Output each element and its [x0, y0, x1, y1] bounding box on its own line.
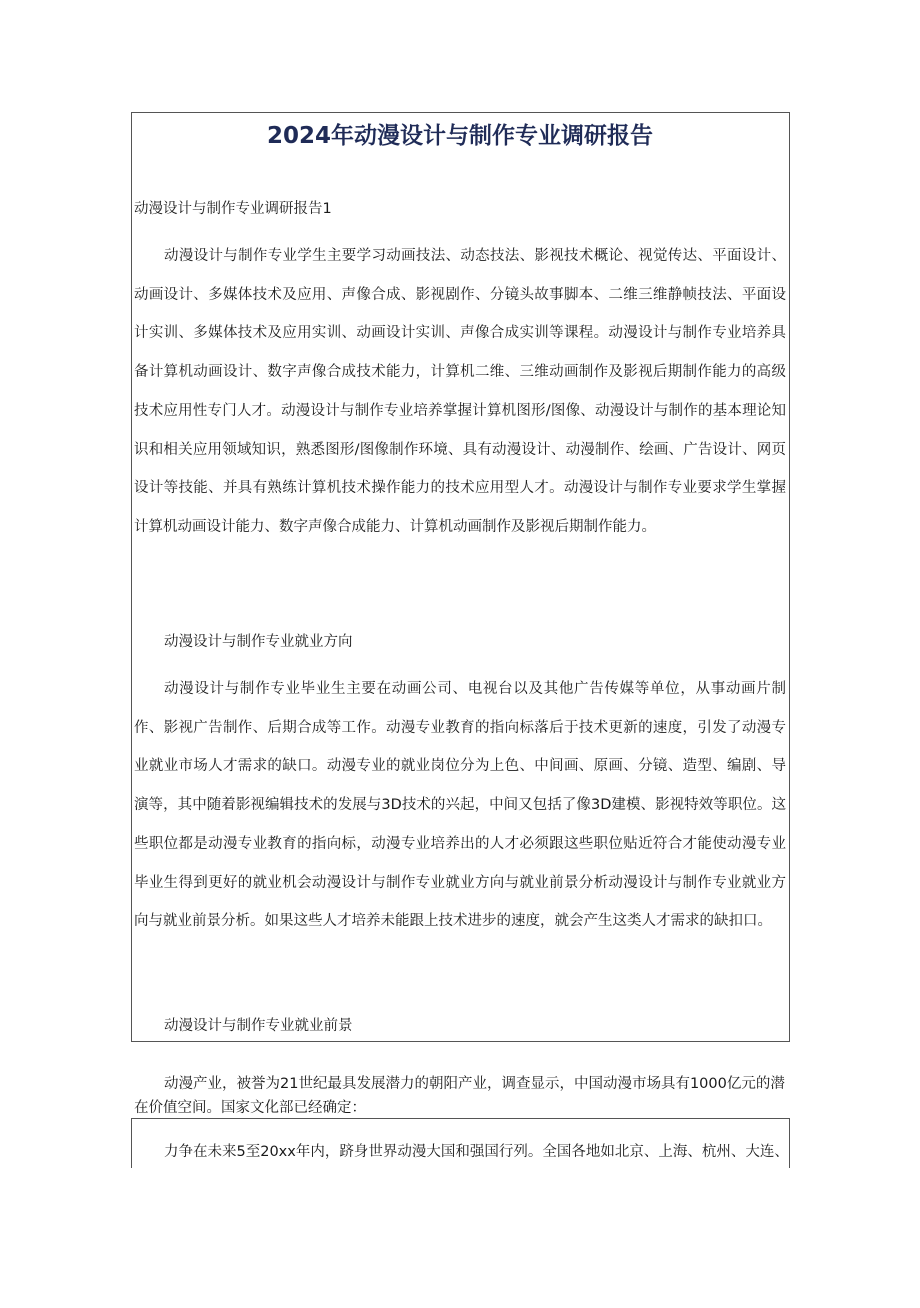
section-heading-employment-direction: 动漫设计与制作专业就业方向 [164, 634, 353, 650]
paragraph-curriculum: 动漫设计与制作专业学生主要学习动画技法、动态技法、影视技术概论、视觉传达、平面设计、动画设计、多媒体技术及应用、声像合成、影视剧作、分镜头故事脚本、二维三维静帧技法、平面设计实训、多媒体技术及应用实训、动画设计实训、声像合成实训等课程。动漫设计与制作专业培养具备计算机动画设计、数字声像合成技术能力，计算机二维、三维动画制作及影视后期制作能力的高级技术应用性专门人才。动漫设计与制作专业培养掌握计算机图形/图像、动漫设计与制作的基本理论知识和相关应用领域知识，熟悉图形/图像制作环境、具有动漫设计、动漫制作、绘画、广告设计、网页设计等技能、并具有熟练计算机技术操作能力的技术应用型人才。动漫设计与制作专业要求学生掌握计算机动画设计能力、数字声像合成能力、计算机动画制作及影视后期制作能力。 [134, 248, 786, 535]
paragraph-industry-line-1: 动漫产业，被誉为21世纪最具发展潜力的朝阳产业，调查显示，中国动漫市场具有1000亿元的潜 [164, 1076, 785, 1092]
section-heading-report: 动漫设计与制作专业调研报告1 [134, 201, 332, 217]
page-cutoff [131, 1168, 790, 1308]
section-heading-employment-prospects: 动漫设计与制作专业就业前景 [164, 1018, 353, 1034]
paragraph-industry-line-2: 在价值空间。国家文化部已经确定： [134, 1100, 366, 1116]
document-title: 2024年动漫设计与制作专业调研报告 [266, 123, 653, 149]
paragraph-employment: 动漫设计与制作专业毕业生主要在动画公司、电视台以及其他广告传媒等单位，从事动画片制作、影视广告制作、后期合成等工作。动漫专业教育的指向标落后于技术更新的速度，引发了动漫专业就业市场人才需求的缺口。动漫专业的就业岗位分为上色、中间画、原画、分镜、造型、编剧、导演等，其中随着影视编辑技术的发展与3D技术的兴起，中间又包括了像3D建模、影视特效等职位。这些职位都是动漫专业教育的指向标，动漫专业培养出的人才必须跟这些职位贴近符合才能使动漫专业毕业生得到更好的就业机会动漫设计与制作专业就业方向与就业前景分析动漫设计与制作专业就业方向与就业前景分析。如果这些人才培养未能跟上技术进步的速度，就会产生这类人才需求的缺扣口。 [134, 681, 786, 930]
paragraph-target-line-1: 力争在未来5至20xx年内，跻身世界动漫大国和强国行列。全国各地如北京、上海、杭州、大连、 [164, 1144, 789, 1160]
